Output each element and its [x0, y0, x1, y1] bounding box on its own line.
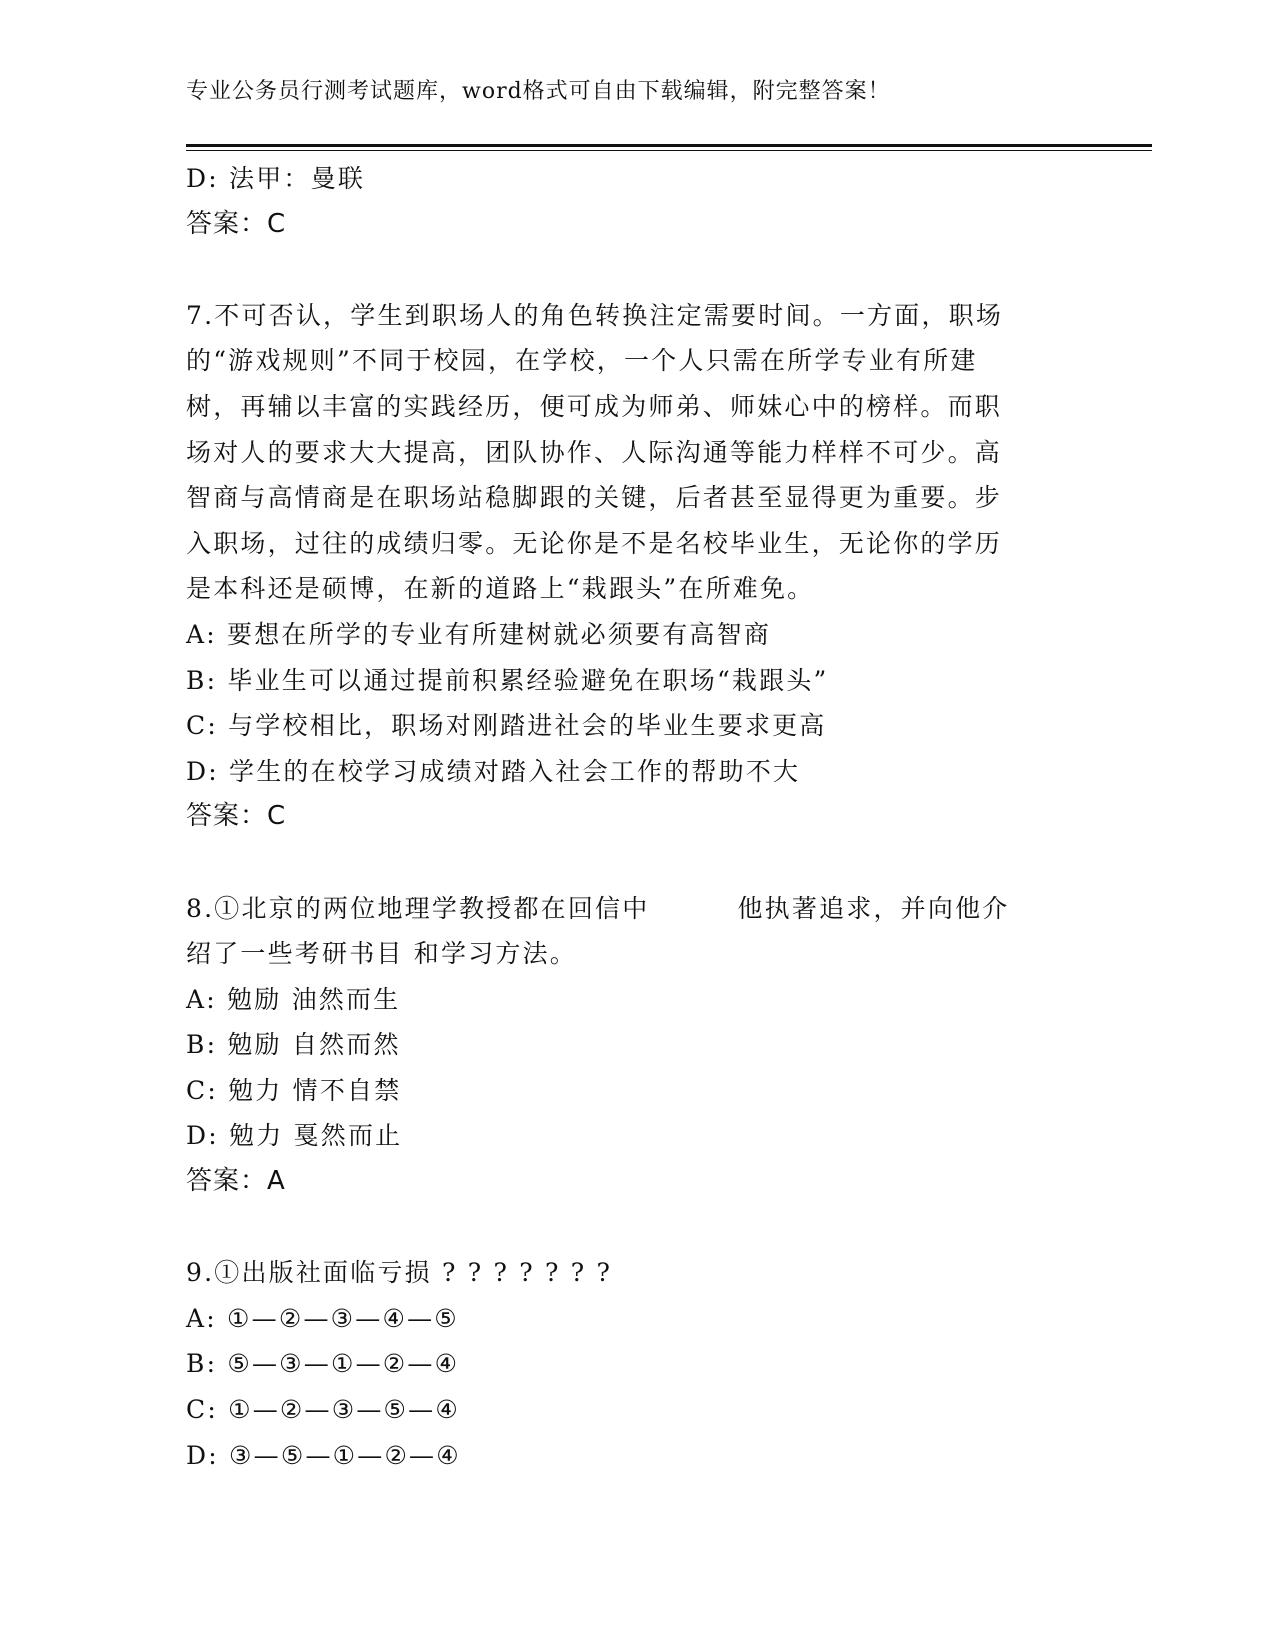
q8-option-c: C: 勉力 情不自禁 [186, 1075, 402, 1105]
q7-stem-line: 智商与高情商是在职场站稳脚跟的关键，后者甚至显得更为重要。步 [186, 483, 1003, 513]
q9-option-c: C: ①—②—③—⑤—④ [186, 1395, 460, 1425]
q8-option-a: A: 勉励 油然而生 [186, 984, 401, 1014]
prev-option-d: D: 法甲：曼联 [186, 164, 366, 193]
q7-stem-line: 树，再辅以丰富的实践经历，便可成为师弟、师妹心中的榜样。而职 [186, 391, 1003, 421]
prev-answer: 答案：C [186, 208, 287, 239]
q7-option-a: A: 要想在所学的专业有所建树就必须要有高智商 [186, 619, 772, 649]
q8-stem-line-2: 绍了一些考研书目 和学习方法。 [186, 939, 577, 969]
spacer [186, 1205, 1056, 1251]
document-body [186, 156, 1056, 1478]
q8-option-b: B: 勉励 自然而然 [186, 1030, 401, 1060]
q7-answer: 答案：C [186, 801, 287, 832]
q8-stem-part2: 他执著追求，并向他介 [737, 893, 1010, 923]
q9-option-d: D: ③—⑤—①—②—④ [186, 1440, 461, 1470]
question-7 [186, 293, 1056, 840]
q7-option-d: D: 学生的在校学习成绩对踏入社会工作的帮助不大 [186, 756, 801, 786]
spacer [186, 840, 1056, 886]
question-9 [186, 1250, 1056, 1478]
q8-stem-part1: 8.①北京的两位地理学教授都在回信中 [186, 893, 650, 923]
q9-option-b: B: ⑤—③—①—②—④ [186, 1349, 460, 1379]
header-rule-thin [186, 150, 1152, 151]
page-header: 专业公务员行测考试题库，word格式可自由下载编辑，附完整答案！ [186, 79, 891, 104]
q7-stem-line: 入职场，过往的成绩归零。无论你是不是名校毕业生，无论你的学历 [186, 528, 1003, 558]
q8-stem-line-1 [186, 886, 1056, 932]
q7-stem-line: 是本科还是硕博，在新的道路上“栽跟头”在所难免。 [186, 574, 815, 604]
q7-option-c: C: 与学校相比，职场对刚踏进社会的毕业生要求更高 [186, 711, 827, 741]
q7-stem-line: 的“游戏规则”不同于校园，在学校，一个人只需在所学专业有所建 [186, 346, 978, 376]
q8-option-d: D: 勉力 戛然而止 [186, 1121, 403, 1151]
q8-answer: 答案：A [186, 1166, 286, 1197]
q9-stem: 9.①出版社面临亏损 ? ? ? ? ? ? ? [186, 1258, 613, 1288]
header-rule-thick [186, 144, 1152, 147]
q7-stem-line: 7.不可否认，学生到职场人的角色转换注定需要时间。一方面，职场 [186, 300, 1004, 330]
q9-option-a: A: ①—②—③—④—⑤ [186, 1303, 459, 1333]
q7-stem-line: 场对人的要求大大提高，团队协作、人际沟通等能力样样不可少。高 [186, 437, 1003, 467]
question-8 [186, 886, 1056, 1205]
q7-option-b: B: 毕业生可以通过提前积累经验避免在职场“栽跟头” [186, 665, 829, 695]
spacer [186, 247, 1056, 293]
